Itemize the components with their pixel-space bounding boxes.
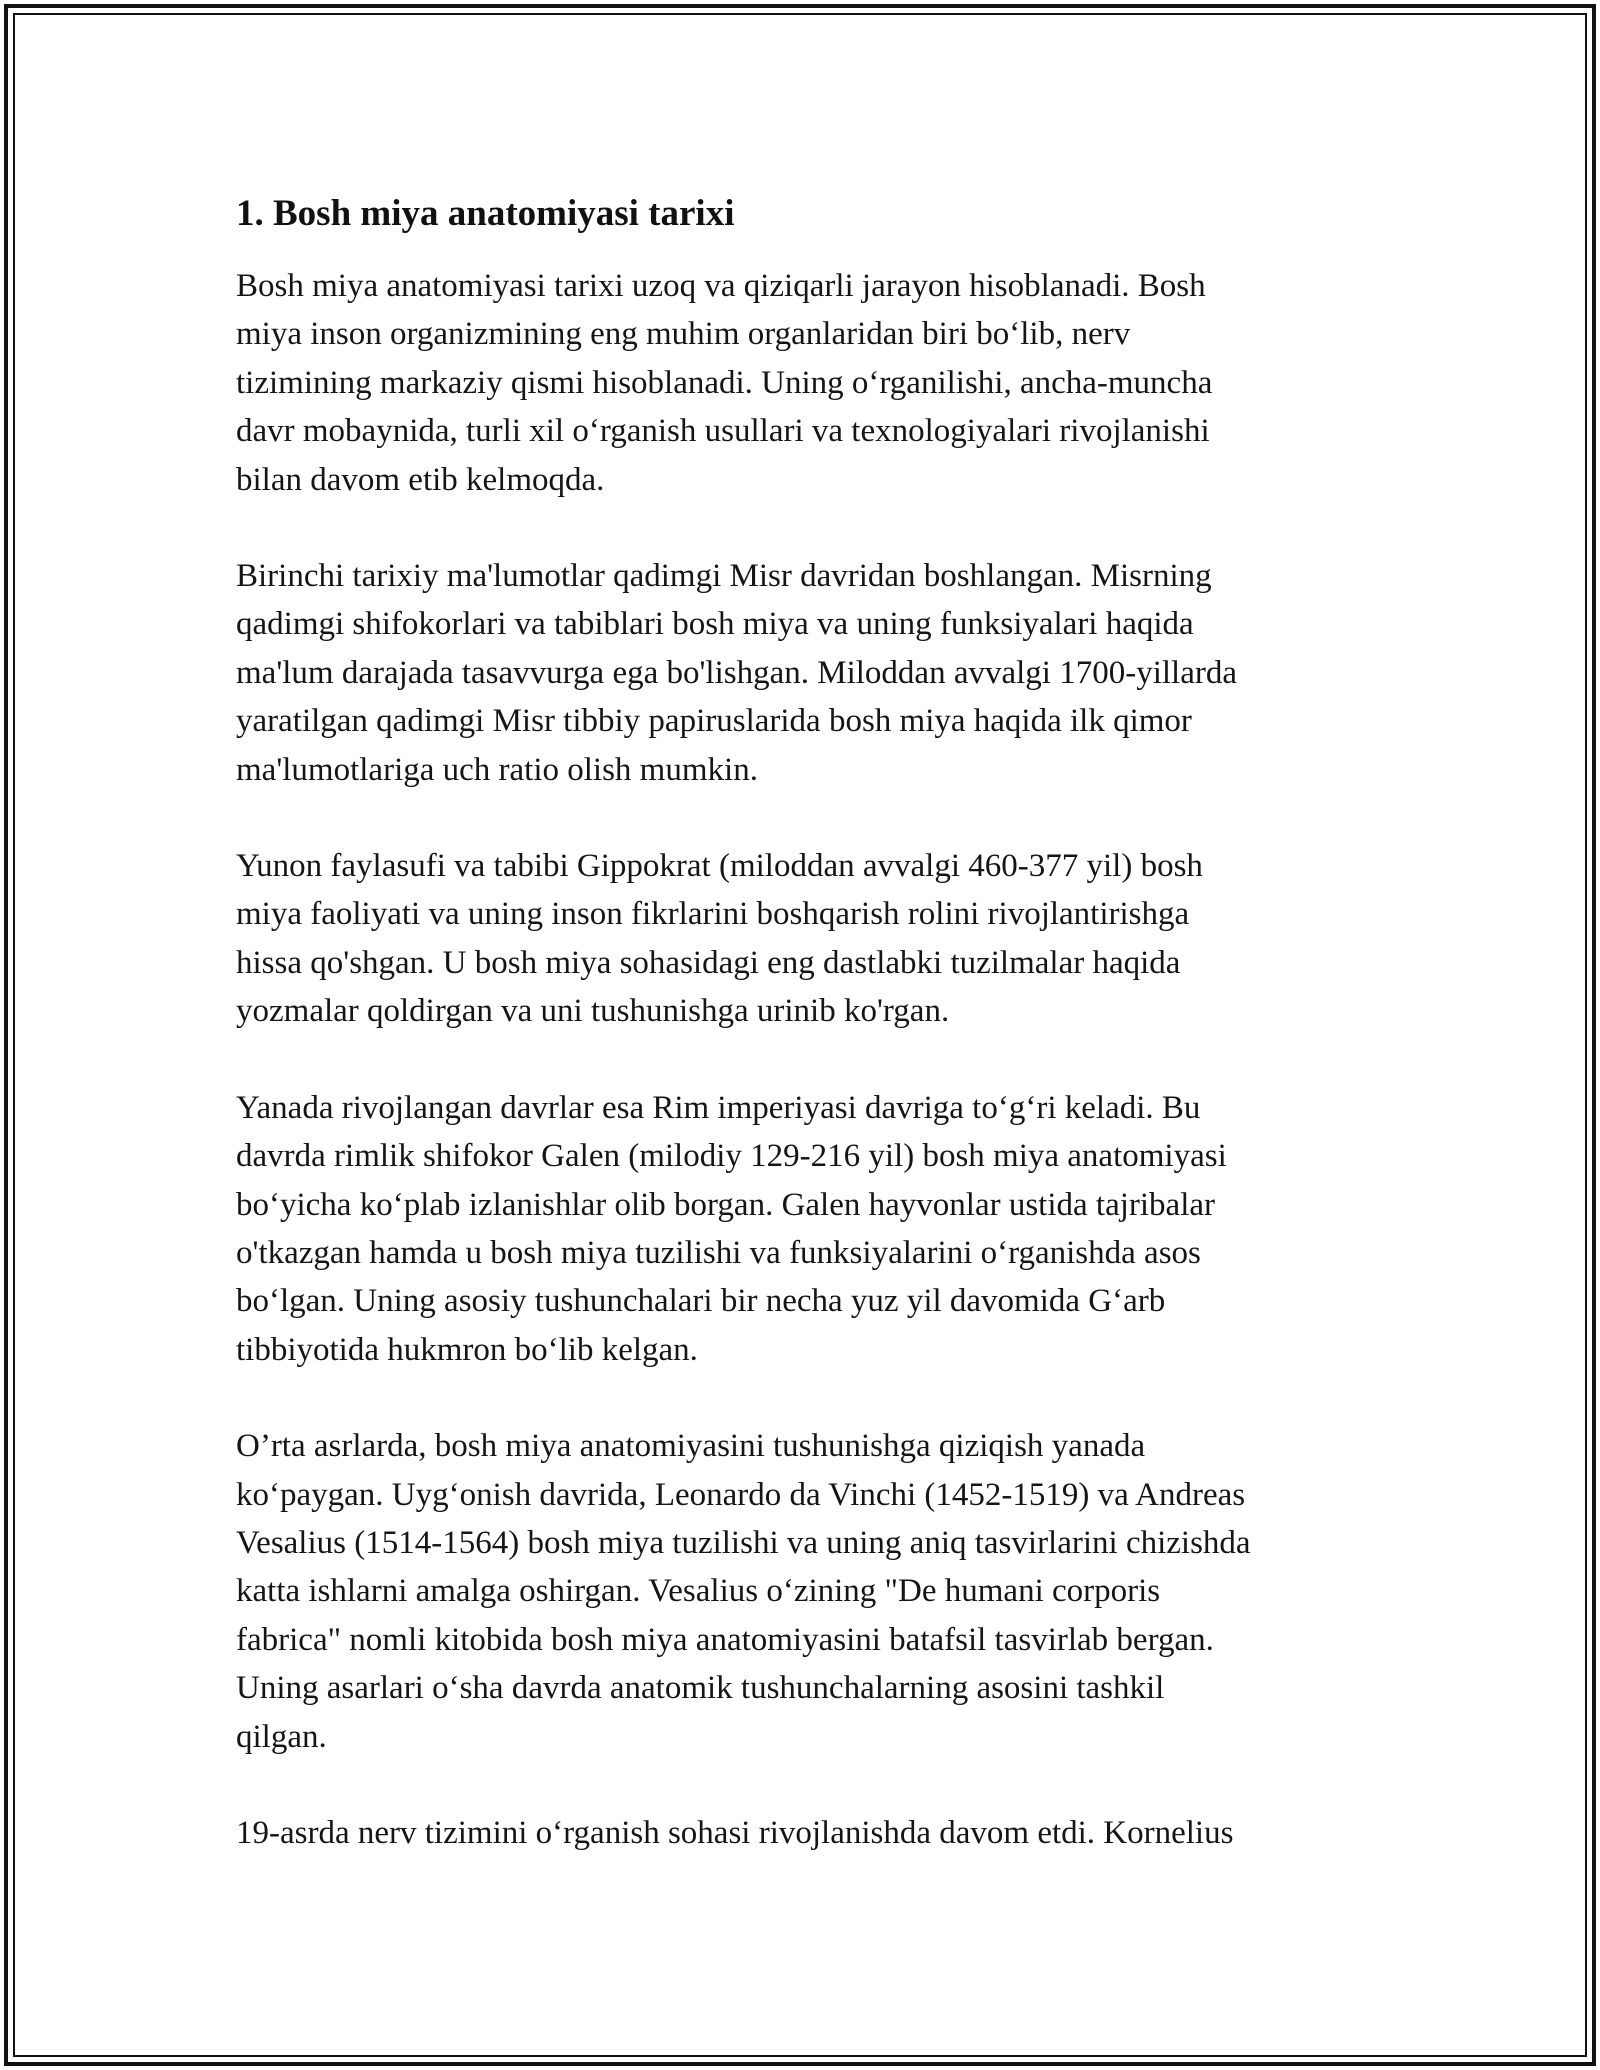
paragraph-line: hissa qo'shgan. U bosh miya sohasidagi eng dastlabki tuzilmalar haqida: [236, 944, 1181, 981]
paragraph-6: [236, 1809, 1376, 1857]
paragraph-line: Birinchi tarixiy ma'lumotlar qadimgi Misr davridan boshlangan. Misrning: [236, 558, 1212, 595]
paragraph-line: 19-asrda nerv tizimini o‘rganish sohasi rivojlanishda davom etdi. Kornelius: [236, 1814, 1234, 1851]
paragraph-line: bo‘yicha ko‘plab izlanishlar olib borgan. Galen hayvonlar ustida tajribalar: [236, 1186, 1215, 1223]
paragraph-line: yaratilgan qadimgi Misr tibbiy papiruslarida bosh miya haqida ilk qimor: [236, 703, 1192, 740]
paragraph-line: Yanada rivojlangan davrlar esa Rim imperiyasi davriga to‘g‘ri keladi. Bu: [236, 1089, 1201, 1126]
document-body: [236, 190, 1376, 1905]
paragraph-line: O’rta asrlarda, bosh miya anatomiyasini tushunishga qiziqish yanada: [236, 1428, 1146, 1465]
paragraph-line: yozmalar qoldirgan va uni tushunishga urinib ko'rgan.: [236, 993, 950, 1030]
paragraph-line: tibbiyotida hukmron bo‘lib kelgan.: [236, 1331, 698, 1368]
paragraph-2: [236, 552, 1376, 794]
paragraph-line: Vesalius (1514-1564) bosh miya tuzilishi va uning aniq tasvirlarini chizishda: [236, 1524, 1251, 1561]
paragraph-line: davrda rimlik shifokor Galen (milodiy 129-216 yil) bosh miya anatomiyasi: [236, 1138, 1227, 1175]
paragraph-1: [236, 262, 1376, 504]
paragraph-line: bilan davom etib kelmoqda.: [236, 461, 605, 498]
paragraph-line: tizimining markaziy qismi hisoblanadi. Uning o‘rganilishi, ancha-muncha: [236, 364, 1213, 401]
paragraph-line: qadimgi shifokorlari va tabiblari bosh miya va uning funksiyalari haqida: [236, 606, 1194, 643]
paragraph-line: Bosh miya anatomiyasi tarixi uzoq va qiziqarli jarayon hisoblanadi. Bosh: [236, 268, 1206, 304]
paragraph-line: bo‘lgan. Uning asosiy tushunchalari bir necha yuz yil davomida G‘arb: [236, 1283, 1166, 1320]
paragraph-line: ma'lum darajada tasavvurga ega bo'lishgan. Miloddan avvalgi 1700-yillarda: [236, 654, 1237, 691]
paragraph-line: davr mobaynida, turli xil o‘rganish usullari va texnologiyalari rivojlanishi: [236, 413, 1210, 450]
paragraph-line: Uning asarlari o‘sha davrda anatomik tushunchalarning asosini tashkil: [236, 1670, 1165, 1707]
paragraph-line: ma'lumotlariga uch ratio olish mumkin.: [236, 751, 758, 788]
paragraph-line: Yunon faylasufi va tabibi Gippokrat (miloddan avvalgi 460-377 yil) bosh: [236, 848, 1203, 885]
paragraph-3: [236, 842, 1376, 1036]
document-title: 1. Bosh miya anatomiyasi tarixi: [236, 193, 735, 234]
paragraph-4: [236, 1084, 1376, 1374]
paragraph-5: [236, 1422, 1376, 1761]
paragraph-line: qilgan.: [236, 1718, 327, 1755]
paragraph-line: miya faoliyati va uning inson fikrlarini boshqarish rolini rivojlantirishga: [236, 896, 1190, 933]
paragraph-line: o'tkazgan hamda u bosh miya tuzilishi va funksiyalarini o‘rganishda asos: [236, 1234, 1201, 1271]
paragraph-line: ko‘paygan. Uyg‘onish davrida, Leonardo da Vinchi (1452-1519) va Andreas: [236, 1476, 1246, 1513]
paragraph-line: miya inson organizmining eng muhim organlaridan biri bo‘lib, nerv: [236, 316, 1131, 353]
paragraph-line: katta ishlarni amalga oshirgan. Vesalius o‘zining "De humani corporis: [236, 1573, 1161, 1610]
paragraph-line: fabrica" nomli kitobida bosh miya anatomiyasini batafsil tasvirlab bergan.: [236, 1621, 1214, 1658]
